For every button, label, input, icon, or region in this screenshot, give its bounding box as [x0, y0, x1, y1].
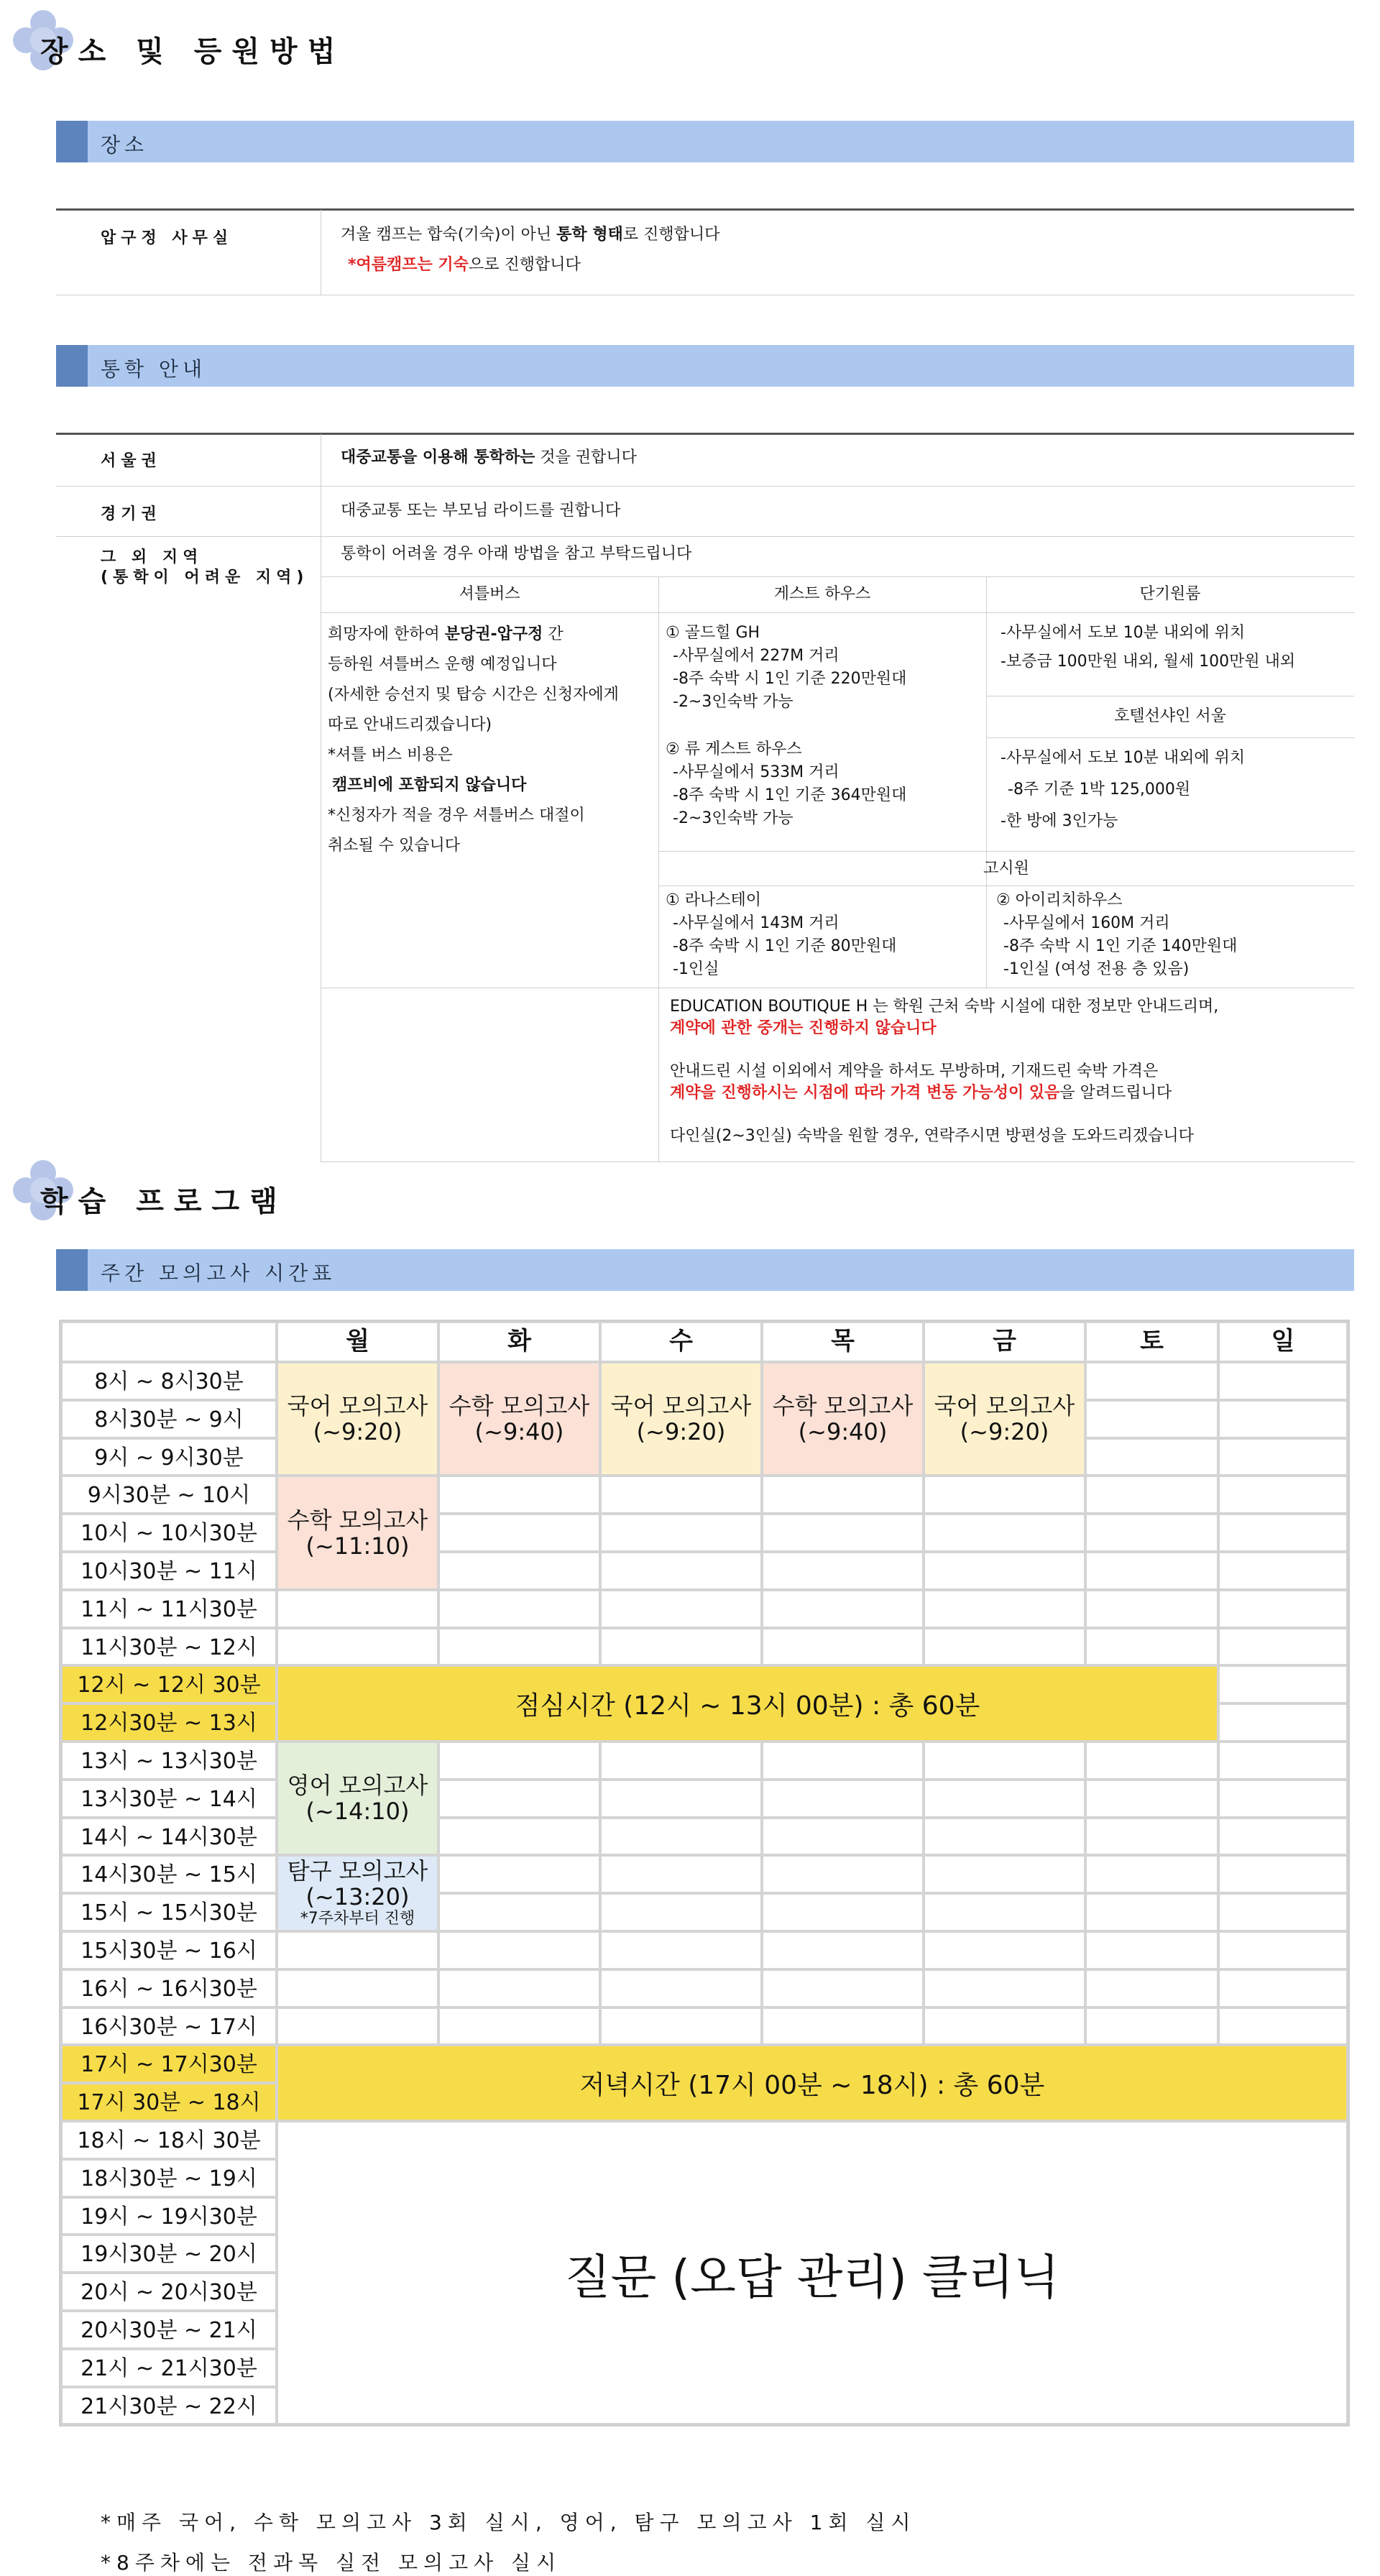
- time-slot: 14시 ~ 14시30분: [61, 1818, 277, 1856]
- grid-cell: [438, 1780, 600, 1818]
- grid-cell: [600, 1552, 762, 1590]
- other-label-sub: (통학이 어려운 지역): [101, 569, 309, 586]
- grid-cell: [924, 2007, 1085, 2046]
- grid-cell: [1218, 1931, 1348, 1969]
- footer-note: *매주 국어, 수학 모의고사 3회 실시, 영어, 탐구 모의고사 1회 실시: [101, 2511, 916, 2534]
- time-slot: 17시 30분 ~ 18시: [61, 2083, 277, 2121]
- gyeonggi-text: 대중교통 또는 부모님 라이드를 권합니다: [341, 502, 621, 520]
- grid-cell: [1218, 2007, 1348, 2046]
- time-slot: 21시 ~ 21시30분: [61, 2349, 277, 2387]
- exam-note: *7주차부터 진행: [300, 1910, 415, 1928]
- divider: [658, 851, 1354, 852]
- time-slot: 16시30분 ~ 17시: [61, 2007, 277, 2046]
- grid-cell: [438, 1893, 600, 1931]
- grid-cell: [1085, 1590, 1218, 1628]
- grid-cell: [1085, 1400, 1218, 1438]
- exam-name: 국어 모의고사: [934, 1392, 1075, 1420]
- shuttle-line: 등하원 셔틀버스 운행 예정입니다: [328, 656, 557, 673]
- divider: [986, 737, 1354, 738]
- grid-cell: [1085, 2007, 1218, 2046]
- grid-cell: [277, 1590, 438, 1628]
- grid-cell: [600, 1969, 762, 2007]
- text: 분당권-압구정: [444, 625, 543, 643]
- grid-cell: [1085, 1855, 1218, 1893]
- grid-cell: [600, 1514, 762, 1552]
- time-slot: 13시 ~ 13시30분: [61, 1742, 277, 1780]
- bar-label: 주간 모의고사 시간표: [101, 1261, 336, 1285]
- time-slot: 12시 ~ 12시 30분: [61, 1665, 277, 1703]
- other-label: 그 외 지역: [101, 548, 203, 566]
- guesthouse-line: ① 골드힐 GH: [666, 624, 760, 642]
- time-slot: 17시 ~ 17시30분: [61, 2045, 277, 2083]
- grid-cell: [600, 1855, 762, 1893]
- grid-cell: [1218, 1438, 1348, 1476]
- exam-block: [600, 1362, 762, 1476]
- day-header: 금: [924, 1322, 1085, 1362]
- place-bar: [56, 121, 1354, 162]
- grid-cell: [1085, 1893, 1218, 1931]
- grid-cell: [762, 1780, 924, 1818]
- grid-cell: [438, 1855, 600, 1893]
- hotel-line: -8주 기준 1박 125,000원: [1008, 781, 1191, 799]
- time-slot: 20시30분 ~ 21시: [61, 2311, 277, 2349]
- grid-cell: [1085, 1438, 1218, 1476]
- grid-cell: [600, 1628, 762, 1666]
- divider: [56, 433, 1354, 435]
- grid-cell: [1085, 1818, 1218, 1856]
- time-slot: 18시30분 ~ 19시: [61, 2159, 277, 2197]
- exam-time: (~9:20): [313, 1418, 402, 1446]
- grid-cell: [762, 2007, 924, 2046]
- grid-cell: [924, 1742, 1085, 1780]
- grid-cell: [762, 1893, 924, 1931]
- day-header: 목: [762, 1322, 924, 1362]
- other-text: 통학이 어려울 경우 아래 방법을 참고 부탁드립니다: [341, 545, 692, 563]
- seoul-label: 서울권: [101, 452, 162, 470]
- bar-accent: [56, 121, 88, 162]
- grid-cell: [1218, 1780, 1348, 1818]
- grid-cell: [1218, 1665, 1348, 1703]
- gyeonggi-label: 경기권: [101, 505, 162, 523]
- goshiwon-line: -사무실에서 143M 거리: [673, 914, 840, 932]
- guesthouse-line: -8주 숙박 시 1인 기준 220만원대: [673, 670, 907, 688]
- time-slot: 14시30분 ~ 15시: [61, 1855, 277, 1893]
- time-slot: 15시30분 ~ 16시: [61, 1931, 277, 1969]
- exam-name: 수학 모의고사: [448, 1392, 590, 1420]
- grid-cell: [1218, 1476, 1348, 1514]
- exam-time: (~14:10): [305, 1798, 410, 1826]
- place-label: 압구정 사무실: [101, 229, 234, 247]
- text: 여름캠프는 기숙: [356, 256, 469, 274]
- shuttle-line: 취소될 수 있습니다: [328, 837, 461, 855]
- shuttle-line: *셔틀 버스 비용은: [328, 746, 453, 764]
- notice-line: 다인실(2~3인실) 숙박을 원할 경우, 연락주시면 방편성을 도와드리겠습니다: [670, 1127, 1194, 1145]
- bar-accent: [56, 1249, 88, 1291]
- grid-cell: [438, 1818, 600, 1856]
- exam-name: 수학 모의고사: [287, 1506, 428, 1534]
- text: 겨울 캠프는 합숙(기숙)이 아닌: [341, 226, 557, 244]
- divider: [56, 208, 1354, 211]
- text: *: [348, 256, 356, 274]
- exam-block: [762, 1362, 924, 1476]
- timetable-bar: [56, 1249, 1354, 1291]
- guesthouse-header: 게스트 하우스: [773, 585, 871, 603]
- section-title: 장소 및 등원방법: [40, 35, 346, 68]
- exam-name: 영어 모의고사: [287, 1772, 428, 1800]
- grid-cell: [762, 1818, 924, 1856]
- shuttle-line: 따로 안내드리겠습니다): [328, 716, 492, 734]
- hotel-header: 호텔선샤인 서울: [1114, 707, 1226, 725]
- grid-cell: [438, 1628, 600, 1666]
- exam-time: (~11:10): [305, 1532, 410, 1560]
- bar-label: 통학 안내: [101, 357, 207, 381]
- grid-cell: [924, 1818, 1085, 1856]
- grid-cell: [924, 1590, 1085, 1628]
- notice-line: 안내드린 시설 이외에서 계약을 하셔도 무방하며, 기재드린 숙박 가격은: [670, 1062, 1159, 1080]
- grid-cell: [277, 1628, 438, 1666]
- grid-cell: [924, 1780, 1085, 1818]
- grid-cell: [762, 1590, 924, 1628]
- time-slot: 9시 ~ 9시30분: [61, 1438, 277, 1476]
- exam-time: (~9:40): [474, 1418, 564, 1446]
- clinic-block: 질문 (오답 관리) 클리닉: [277, 2121, 1348, 2424]
- goshiwon-line: ② 아이리치하우스: [996, 891, 1123, 909]
- grid-cell: [600, 1590, 762, 1628]
- grid-cell: [924, 1628, 1085, 1666]
- grid-cell: [277, 1969, 438, 2007]
- grid-cell: [924, 1552, 1085, 1590]
- grid-cell: [277, 2007, 438, 2046]
- grid-cell: [1218, 1362, 1348, 1400]
- grid-cell: [762, 1552, 924, 1590]
- grid-cell: [1085, 1514, 1218, 1552]
- divider: [986, 576, 987, 886]
- guesthouse-line: -사무실에서 533M 거리: [673, 763, 840, 781]
- exam-block: [438, 1362, 600, 1476]
- divider: [56, 536, 1354, 537]
- grid-cell: [762, 1514, 924, 1552]
- grid-cell: [762, 1855, 924, 1893]
- text: 희망자에 한하여: [328, 625, 445, 643]
- goshiwon-line: ① 라나스테이: [666, 891, 761, 909]
- guesthouse-line: -2~3인숙박 가능: [673, 809, 794, 827]
- grid-cell: [438, 1590, 600, 1628]
- time-slot: 10시30분 ~ 11시: [61, 1552, 277, 1590]
- day-header: 수: [600, 1322, 762, 1362]
- exam-time: (~9:20): [636, 1418, 726, 1446]
- grid-cell: [1218, 1742, 1348, 1780]
- grid-cell: [1085, 1476, 1218, 1514]
- exam-block: [277, 1362, 438, 1476]
- time-slot: 12시30분 ~ 13시: [61, 1703, 277, 1742]
- hotel-line: -사무실에서 도보 10분 내외에 위치: [1000, 749, 1246, 767]
- exam-block: [277, 1476, 438, 1589]
- grid-cell: [1085, 1552, 1218, 1590]
- grid-cell: [762, 1931, 924, 1969]
- exam-block: [277, 1855, 438, 1931]
- grid-cell: [1218, 1703, 1348, 1742]
- exam-time: (~9:20): [960, 1418, 1049, 1446]
- grid-cell: [762, 1742, 924, 1780]
- exam-block: [924, 1362, 1085, 1476]
- time-slot: 10시 ~ 10시30분: [61, 1514, 277, 1552]
- grid-cell: [1218, 1818, 1348, 1856]
- day-header: 월: [277, 1322, 438, 1362]
- time-slot: 18시 ~ 18시 30분: [61, 2121, 277, 2159]
- text: 간: [543, 625, 564, 643]
- text: 을 알려드립니다: [1059, 1084, 1172, 1102]
- grid-cell: [1085, 1742, 1218, 1780]
- shuttle-line: *신청자가 적을 경우 셔틀버스 대절이: [328, 806, 585, 824]
- goshiwon-header: 고시원: [983, 860, 1029, 878]
- grid-cell: [924, 1969, 1085, 2007]
- exam-time: (~13:20): [305, 1883, 410, 1911]
- grid-cell: [924, 1893, 1085, 1931]
- grid-cell: [600, 1742, 762, 1780]
- divider: [986, 886, 987, 988]
- seoul-text: [341, 446, 637, 469]
- grid-cell: [762, 1969, 924, 2007]
- grid-cell: [1218, 1552, 1348, 1590]
- grid-cell: [924, 1931, 1085, 1969]
- grid-cell: [924, 1514, 1085, 1552]
- grid-cell: [600, 1893, 762, 1931]
- hotel-line: -한 방에 3인가능: [1000, 812, 1118, 830]
- shuttle-line: [328, 622, 564, 646]
- shuttle-line: (자세한 승선지 및 탑승 시간은 신청자에게: [328, 686, 619, 704]
- shuttle-line: 캠프비에 포함되지 않습니다: [332, 776, 527, 794]
- grid-cell: [600, 1931, 762, 1969]
- divider: [56, 486, 1354, 487]
- grid-cell: [1085, 1780, 1218, 1818]
- time-slot: 11시 ~ 11시30분: [61, 1590, 277, 1628]
- exam-name: 국어 모의고사: [610, 1392, 752, 1420]
- divider: [321, 576, 1354, 577]
- time-slot: 13시30분 ~ 14시: [61, 1780, 277, 1818]
- header-corner: [61, 1322, 277, 1362]
- grid-cell: [600, 1818, 762, 1856]
- grid-cell: [1218, 1514, 1348, 1552]
- shuttle-header: 셔틀버스: [459, 585, 520, 603]
- day-header: 화: [438, 1322, 600, 1362]
- section-title: 학습 프로그램: [40, 1185, 288, 1218]
- timetable: [59, 1320, 1350, 2426]
- time-slot: 11시30분 ~ 12시: [61, 1628, 277, 1666]
- bar-label: 장소: [101, 133, 149, 157]
- goshiwon-line: -8주 숙박 시 1인 기준 80만원대: [673, 937, 897, 955]
- grid-cell: [762, 1476, 924, 1514]
- notice-line: [670, 1081, 1172, 1105]
- grid-cell: [1218, 1855, 1348, 1893]
- exam-time: (~9:40): [798, 1418, 888, 1446]
- grid-cell: [762, 1628, 924, 1666]
- bar-accent: [56, 345, 88, 387]
- grid-cell: [924, 1855, 1085, 1893]
- shortterm-header: 단기원룸: [1139, 585, 1201, 603]
- grid-cell: [1218, 1590, 1348, 1628]
- goshiwon-line: -1인실: [673, 960, 719, 978]
- grid-cell: [438, 1969, 600, 2007]
- grid-cell: [438, 1476, 600, 1514]
- divider: [321, 612, 1354, 613]
- text: 로 진행합니다: [622, 226, 720, 244]
- text: 계약을 진행하시는 시점에 따라 가격 변동 가능성이 있음: [670, 1084, 1060, 1102]
- time-slot: 16시 ~ 16시30분: [61, 1969, 277, 2007]
- notice-line: 계약에 관한 중개는 진행하지 않습니다: [670, 1019, 937, 1037]
- time-slot: 8시 ~ 8시30분: [61, 1362, 277, 1400]
- exam-name: 수학 모의고사: [772, 1392, 914, 1420]
- grid-cell: [1218, 1400, 1348, 1438]
- grid-cell: [1085, 1628, 1218, 1666]
- shortterm-line: -보증금 100만원 내외, 월세 100만원 내외: [1000, 653, 1296, 671]
- time-slot: 9시30분 ~ 10시: [61, 1476, 277, 1514]
- grid-cell: [600, 1476, 762, 1514]
- time-slot: 15시 ~ 15시30분: [61, 1893, 277, 1931]
- guesthouse-line: -2~3인숙박 가능: [673, 693, 794, 711]
- day-header: 일: [1218, 1322, 1348, 1362]
- notice-line: EDUCATION BOUTIQUE H 는 학원 근처 숙박 시설에 대한 정보만 안내드리며,: [670, 998, 1219, 1016]
- grid-cell: [438, 1742, 600, 1780]
- dinner-band: 저녁시간 (17시 00분 ~ 18시) : 총 60분: [277, 2045, 1348, 2121]
- grid-cell: [1085, 1969, 1218, 2007]
- grid-cell: [277, 1931, 438, 1969]
- grid-cell: [438, 1514, 600, 1552]
- text: 통학 형태: [556, 226, 623, 244]
- time-slot: 19시30분 ~ 20시: [61, 2235, 277, 2273]
- day-header: 토: [1085, 1322, 1218, 1362]
- exam-name: 탐구 모의고사: [287, 1857, 428, 1885]
- footer-note: *8주차에는 전과목 실전 모의고사 실시: [101, 2551, 562, 2575]
- grid-cell: [1218, 1893, 1348, 1931]
- text: 대중교통을 이용해 통학하는: [341, 448, 535, 466]
- shortterm-line: -사무실에서 도보 10분 내외에 위치: [1000, 624, 1246, 642]
- place-line-1: [341, 223, 719, 247]
- lunch-band: 점심시간 (12시 ~ 13시 00분) : 총 60분: [277, 1665, 1218, 1742]
- grid-cell: [438, 2007, 600, 2046]
- guesthouse-line: -8주 숙박 시 1인 기준 364만원대: [673, 786, 907, 804]
- grid-cell: [438, 1931, 600, 1969]
- time-slot: 20시 ~ 20시30분: [61, 2273, 277, 2311]
- exam-block: [277, 1742, 438, 1855]
- grid-cell: [438, 1552, 600, 1590]
- exam-name: 국어 모의고사: [287, 1392, 428, 1420]
- time-slot: 8시30분 ~ 9시: [61, 1400, 277, 1438]
- time-slot: 19시 ~ 19시30분: [61, 2197, 277, 2235]
- grid-cell: [600, 2007, 762, 2046]
- guesthouse-line: -사무실에서 227M 거리: [673, 647, 840, 665]
- grid-cell: [924, 1476, 1085, 1514]
- goshiwon-line: -사무실에서 160M 거리: [1003, 914, 1170, 932]
- place-line-2: [348, 253, 581, 277]
- grid-cell: [1218, 1969, 1348, 2007]
- guesthouse-line: ② 류 게스트 하우스: [666, 740, 802, 758]
- grid-cell: [1085, 1931, 1218, 1969]
- goshiwon-line: -1인실 (여성 전용 층 있음): [1003, 960, 1190, 978]
- text: 것을 권합니다: [535, 448, 637, 466]
- grid-cell: [1218, 1628, 1348, 1666]
- text: 으로 진행합니다: [468, 256, 581, 274]
- grid-cell: [600, 1780, 762, 1818]
- grid-cell: [1085, 1362, 1218, 1400]
- commute-bar: [56, 345, 1354, 387]
- time-slot: 21시30분 ~ 22시: [61, 2387, 277, 2425]
- goshiwon-line: -8주 숙박 시 1인 기준 140만원대: [1003, 937, 1238, 955]
